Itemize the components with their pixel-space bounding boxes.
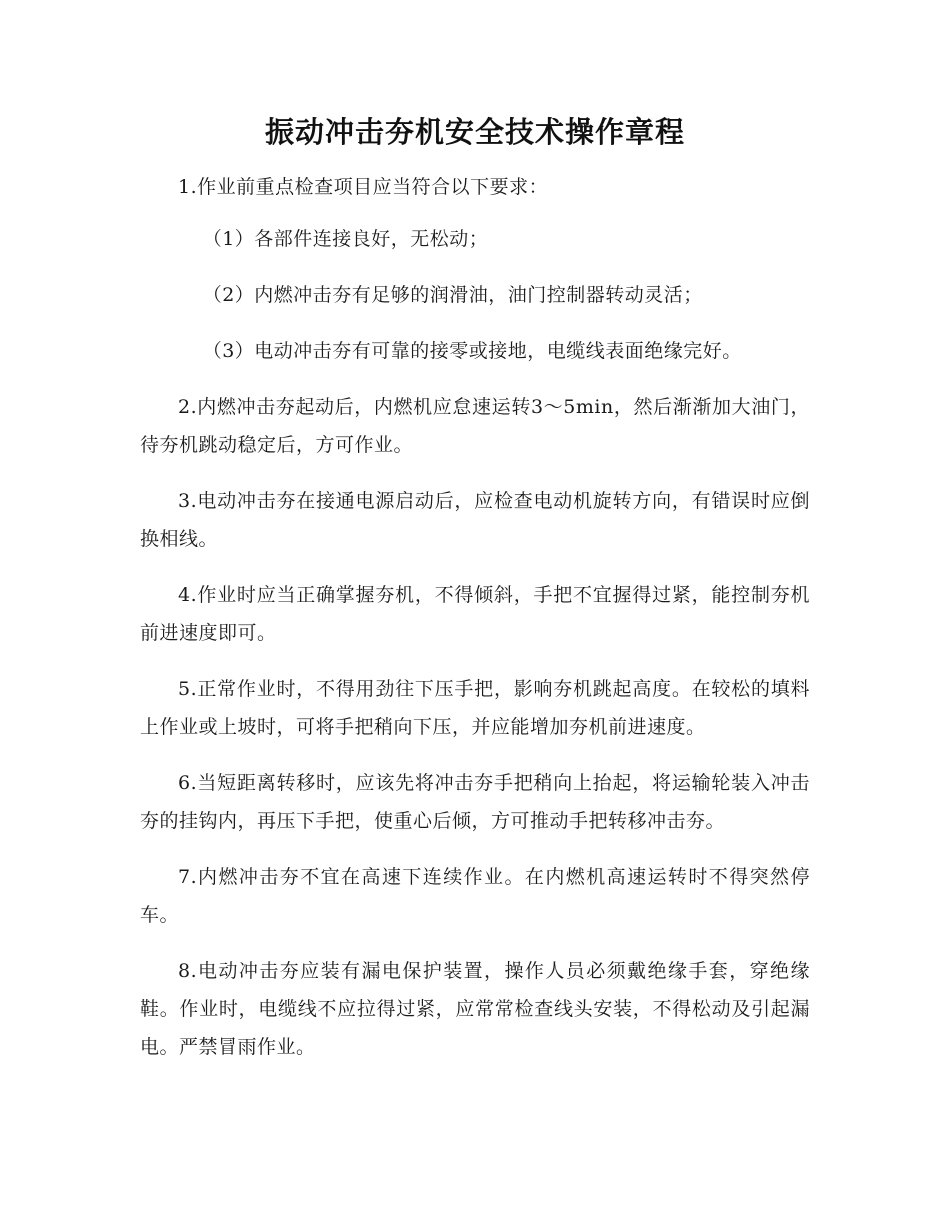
paragraph-4: 4.作业时应当正确掌握夯机，不得倾斜，手把不宜握得过紧，能控制夯机前进速度即可。: [140, 584, 810, 644]
document-title: 振动冲击夯机安全技术操作章程: [264, 115, 685, 149]
paragraph-7: 7.内燃冲击夯不宜在高速下连续作业。在内燃机高速运转时不得突然停车。: [140, 866, 810, 926]
paragraph-1: 1.作业前重点检查项目应当符合以下要求：: [178, 176, 549, 198]
paragraph-6: 6.当短距离转移时，应该先将冲击夯手把稍向上抬起，将运输轮装入冲击夯的挂钩内，再压下手把，使重心后倾，方可推动手把转移冲击夯。: [140, 772, 810, 832]
paragraph-8: 8.电动冲击夯应装有漏电保护装置，操作人员必须戴绝缘手套，穿绝缘鞋。作业时，电缆线不应拉得过紧，应常常检查线头安装，不得松动及引起漏电。严禁冒雨作业。: [140, 960, 810, 1058]
paragraph-3: 3.电动冲击夯在接通电源启动后，应检查电动机旋转方向，有错误时应倒换相线。: [140, 490, 810, 550]
sub-item-3: （3）电动冲击夯有可靠的接零或接地，电缆线表面绝缘完好。: [202, 340, 742, 362]
sub-item-2: （2）内燃冲击夯有足够的润滑油，油门控制器转动灵活；: [202, 284, 703, 306]
paragraph-2: 2.内燃冲击夯起动后，内燃机应怠速运转3～5min，然后渐渐加大油门，待夯机跳动稳定后，方可作业。: [140, 396, 810, 456]
paragraph-5: 5.正常作业时，不得用劲往下压手把，影响夯机跳起高度。在较松的填料上作业或上坡时，可将手把稍向下压，并应能增加夯机前进速度。: [140, 678, 810, 738]
sub-item-1: （1）各部件连接良好，无松动；: [202, 228, 489, 250]
